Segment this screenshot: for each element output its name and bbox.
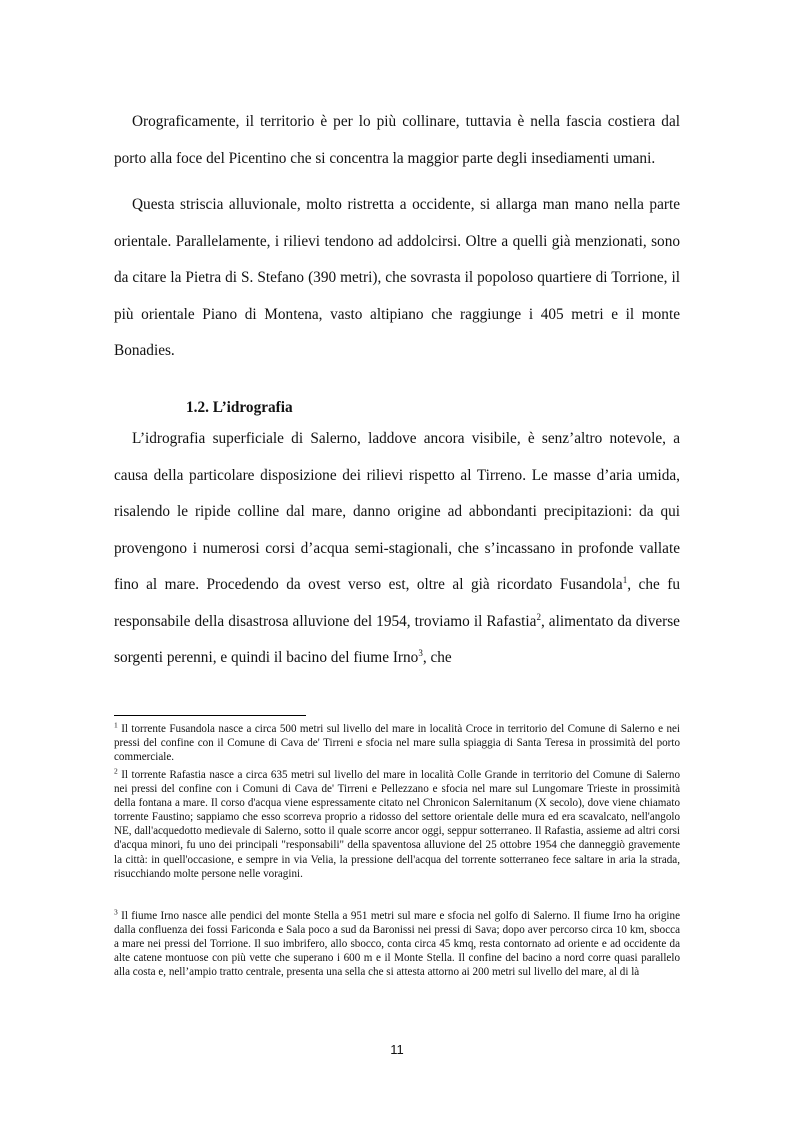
paragraph-text: Questa striscia alluvionale, molto ristretta a occidente, si allarga man mano nella parte orientale. Parallelamente, i rilievi tendono ad addolcirsi. Oltre a quelli già menzionati, sono da citare la Pietra di S. Stefano (390 metri), che sovrasta il popoloso quartiere di Torrione, il più orientale Piano di Montena, vasto altipiano che raggiunge i 405 metri e il monte Bonadies. <box>114 196 680 359</box>
footnote-ref-2[interactable]: 2 <box>536 611 541 622</box>
section-heading: 1.2. L’idrografia <box>186 399 293 416</box>
paragraph-text: , alimentato da diverse sorgenti perenni, e quindi il bacino del fiume Irno <box>114 612 680 666</box>
footnote-text: Il torrente Fusandola nasce a circa 500 metri sul livello del mare in località Croce in territorio del Comune di Salerno e nei pressi del confine con il Comune di Cava de' Tirreni e sfocia nel mare sulla spiaggia di Santa Teresa in prossimità del porto commerciale. <box>114 723 680 764</box>
footnote-number: 1 <box>114 720 118 730</box>
footnote-text: Il fiume Irno nasce alle pendici del monte Stella a 951 metri sul mare e sfocia nel golfo di Salerno. Il fiume Irno ha origine dalla confluenza dei fossi Fariconda e Sala poco a sud da Baronissi nei pressi di Sava; dopo aver percorso circa 10 km, sbocca a mare nei pressi del Torrione. Il suo imbrifero, allo sbocco, conta circa 45 kmq, resta contornato ad oriente e ad occidente da alte catene montuose con più vette che superano i 600 m e il Monte Stella. Il confine del bacino a nord corre quasi parallelo alla costa e, nell’ampio tratto centrale, presenta una sella che si attesta attorno ai 200 metri sul livello del mare, al di là <box>114 910 680 979</box>
paragraph-idrografia <box>114 421 680 677</box>
footnote-ref-1[interactable]: 1 <box>622 574 628 585</box>
footnote-3 <box>114 909 680 979</box>
footnote-ref-3[interactable]: 3 <box>418 647 423 658</box>
page-number: 11 <box>390 1042 404 1057</box>
footnote-text: Il torrente Rafastia nasce a circa 635 metri sul livello del mare in località Colle Grande in territorio del Comune di Salerno nei pressi del confine con i Comuni di Cava de' Tirreni e Pellezzano e sfocia nel mare sul Lungomare Trieste in prossimità della fontana a mare. Il corso d'acqua viene espressamente citato nel Chronicon Salernitanum (X secolo), dove viene chiamato torrente Faustino; sappiamo che esso scorreva proprio a ridosso del settore orientale delle mura ed era scavalcato, nell'angolo NE, dall'acquedotto medievale di Salerno, sotto il quale scorre ancor oggi, seppur sotterraneo. Il Rafastia, assieme ad altri corsi d'acqua minori, fu uno dei principali "responsabili" della spaventosa alluvione del 25 ottobre 1954 che danneggiò gravemente la città: in quell'occasione, e sempre in via Velia, la pressione dell'acqua del torrente sotterraneo fece saltare in aria la strada, risucchiando molte persone nelle voragini. <box>114 769 680 880</box>
footnote-number: 2 <box>114 766 118 776</box>
footnote-2 <box>114 768 680 881</box>
paragraph-text: , che <box>422 649 452 666</box>
footnote-number: 3 <box>114 907 118 917</box>
paragraph-text: , che fu responsabile della disastrosa alluvione del 1954, troviamo il Rafastia <box>114 576 680 630</box>
footnote-separator <box>114 715 306 716</box>
paragraph-striscia-alluvionale <box>114 187 680 370</box>
footnote-1 <box>114 722 680 764</box>
paragraph-text: Orograficamente, il territorio è per lo più collinare, tuttavia è nella fascia costiera dal porto alla foce del Picentino che si concentra la maggior parte degli insediamenti umani. <box>114 113 680 167</box>
paragraph-text: L’idrografia superficiale di Salerno, laddove ancora visibile, è senz’altro notevole, a causa della particolare disposizione dei rilievi rispetto al Tirreno. Le masse d’aria umida, risalendo le ripide colline dal mare, danno origine ad abbondanti precipitazioni: da qui provengono i numerosi corsi d’acqua semi-stagionali, che s’incassano in profonde vallate fino al mare. Procedendo da ovest verso est, oltre al già ricordato Fusandola <box>114 430 680 593</box>
paragraph-orografia <box>114 104 680 177</box>
